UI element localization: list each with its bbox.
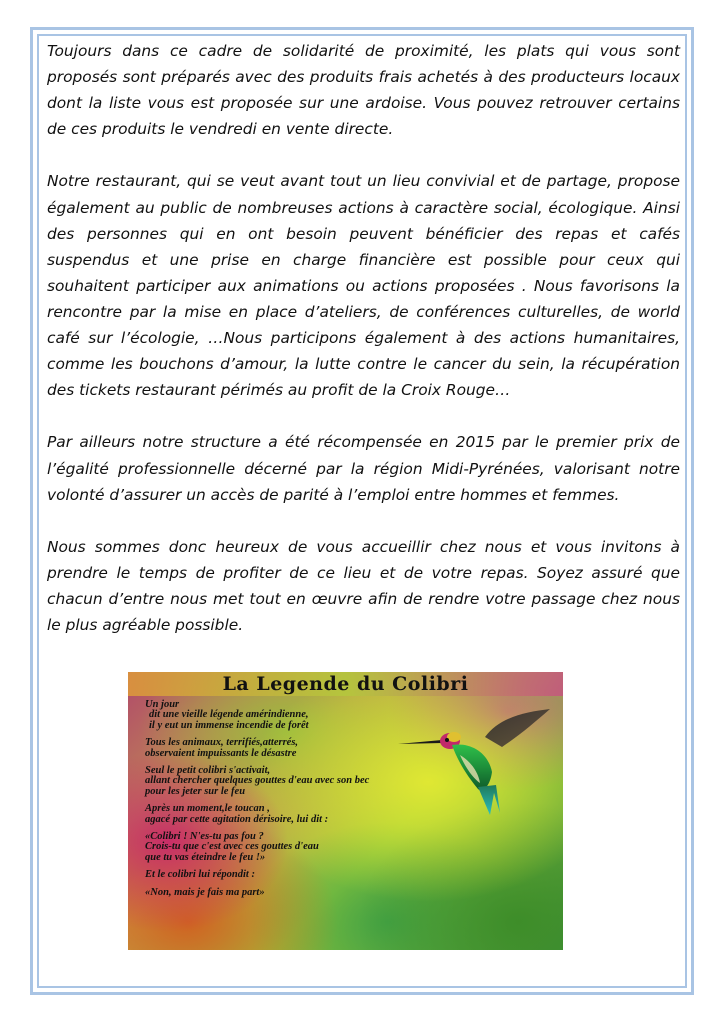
- poem-stanza: [145, 888, 445, 898]
- paragraph-welcome: Nous sommes donc heureux de vous accueillir chez nous et vous invitons à prendre le temps de profiter de ce lieu et de votre repas. Soyez assuré que chacun d’entre nous met tout en œuvre afin de rendre votre passage chez nous le plus agréable possible.: [47, 537, 680, 635]
- poster-title: La Legende du Colibri: [222, 673, 469, 695]
- paragraph-equality-award: Par ailleurs notre structure a été récompensée en 2015 par le premier prix de l’égalité professionnelle décerné par la région Midi-Pyrénées, valorisant notre volonté d’assurer un accès de parité à l’emploi entre hommes et femmes.: [47, 433, 680, 504]
- poem-stanza: [145, 804, 445, 825]
- poem-line: Et le colibri lui répondit :: [145, 869, 255, 881]
- poem-line: il y eut un immense incendie de forêt: [149, 719, 309, 731]
- poem-stanza: [145, 700, 445, 731]
- poem-stanza: [145, 738, 445, 759]
- poem-line: «Colibri ! N'es-tu pas fou ?: [145, 831, 264, 843]
- poem-line: allant chercher quelques gouttes d'eau avec son bec: [145, 775, 370, 787]
- poem-line: Un jour: [145, 699, 180, 710]
- poem-stanza: [145, 832, 445, 863]
- poem-line: agacé par cette agitation dérisoire, lui dit :: [145, 813, 329, 825]
- poem-text: [145, 700, 445, 905]
- colibri-legend-poster: [128, 672, 563, 950]
- poem-line: dit une vieille légende amérindienne,: [149, 709, 309, 721]
- poem-line: que tu vas éteindre le feu !»: [145, 851, 266, 863]
- poem-line: Après un moment,le toucan ,: [145, 803, 270, 815]
- poem-line: Tous les animaux, terrifiés,atterrés,: [145, 737, 299, 749]
- poem-stanza: [145, 766, 445, 797]
- poem-line: Crois-tu que c'est avec ces gouttes d'eau: [145, 841, 319, 853]
- poem-line: «Non, mais je fais ma part»: [145, 886, 265, 898]
- poem-line: Seul le petit colibri s'activait,: [145, 765, 271, 777]
- paragraph-local-products: Toujours dans ce cadre de solidarité de proximité, les plats qui vous sont proposés sont préparés avec des produits frais achetés à des producteurs locaux dont la liste vous est proposée sur une ardoise. Vous pouvez retrouver certains de ces produits le vendredi en vente directe.: [47, 42, 680, 139]
- body-text: [47, 38, 680, 664]
- poem-line: pour les jeter sur le feu: [145, 785, 246, 797]
- paragraph-social-actions: Notre restaurant, qui se veut avant tout un lieu convivial et de partage, propose également au public de nombreuses actions à caractère social, écologique. Ainsi des personnes qui en ont besoin peuvent bénéficier des repas et cafés suspendus et une prise en charge financière est possible pour ceux qui souhaitent participer aux animations ou actions proposées . Nous favorisons la rencontre par la mise en place d’ateliers, de conférences culturelles, de world café sur l’écologie, …Nous participons également à des actions humanitaires, comme les bouchons d’amour, la lutte contre le cancer du sein, la récupération des tickets restaurant périmés au profit de la Croix Rouge…: [47, 172, 680, 400]
- poem-line: observaient impuissants le désastre: [145, 747, 297, 759]
- poem-stanza: [145, 870, 445, 880]
